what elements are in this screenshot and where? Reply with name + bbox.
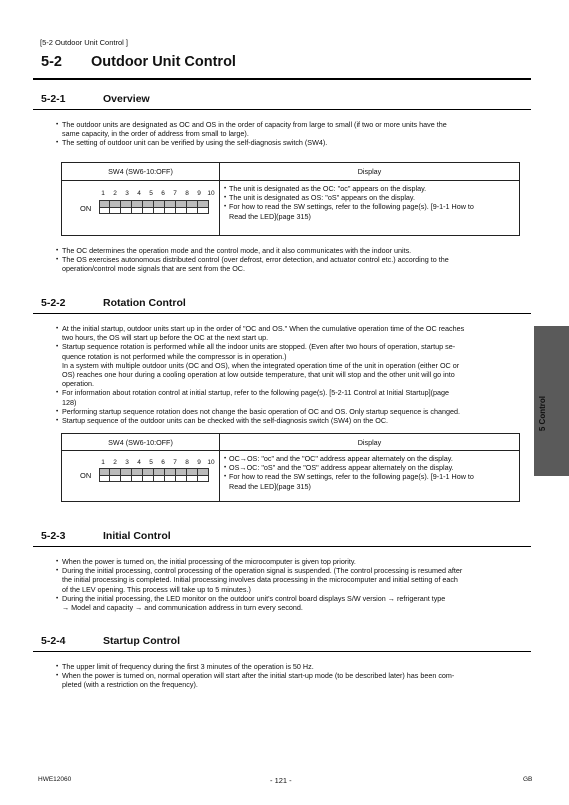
section-number: 5-2-1 [41,93,66,105]
dip-switch [198,468,209,482]
side-tab-text: 5 Control [538,396,547,432]
list-item-continuation: two hours, the OS will start up before the OC at the next start up. [62,333,269,343]
list-item: • The OC determines the operation mode and the control mode, and it also communicates with the indoor units. [56,246,534,255]
list-item: • For information about rotation control at initial startup, refer to the following page(s). [5-2-11 Control at Initial Startup](page [56,388,534,397]
dip-switch [143,468,154,482]
switch-number: 2 [113,459,117,466]
chapter-side-label [528,396,568,446]
list-item-continuation: OS) reaches one hour during a cooling operation at low outside temperature, that unit will stop and the other unit will go into [62,370,455,380]
display-item: • The unit is designated as the OC: "oc" appears on the display. [224,184,515,193]
switch-number: 1 [101,190,105,197]
switch-number: 3 [125,459,129,466]
dip-switch [110,200,121,214]
display-item-continuation: Read the LED](page 315) [229,211,311,221]
switch-number: 10 [207,459,215,466]
dip-switch [176,468,187,482]
switch-number: 1 [101,459,105,466]
dip-switch [165,468,176,482]
display-item: • The unit is designated as OS: "oS" appears on the display. [224,193,515,202]
section-heading-initial [33,530,531,547]
switch-setting-cell [62,181,220,236]
table-header-switch: SW4 (SW6-10:OFF) [62,434,220,451]
list-item: • The OS exercises autonomous distributed control (over defrost, error detection, and actuator control etc.) according to the [56,255,534,264]
section-number: 5-2-4 [41,635,66,647]
dip-switch [154,468,165,482]
list-item: • Performing startup sequence rotation does not change the basic operation of OC and OS. Only startup sequence is changed. [56,407,534,416]
list-item: • When the power is turned on, normal operation will start after the initial start-up mode (to be described later) has been com- [56,671,534,680]
switch-number: 5 [149,190,153,197]
overview-after [56,246,534,274]
table-header-display: Display [220,434,520,451]
switch-number: 10 [207,190,215,197]
list-item-continuation: of the LEV opening. This process will take up to 5 minutes.) [62,584,251,594]
dip-switch [165,200,176,214]
list-item-continuation: 128) [62,397,77,407]
dip-switch [154,200,165,214]
section-heading-overview [33,93,531,110]
switch-number: 4 [137,459,141,466]
switch-numbers [97,459,217,466]
on-label: ON [80,471,92,480]
list-item-continuation: In a system with multiple outdoor units (OC and OS), when the integrated operation time of the unit in operation (either OC or [62,360,460,370]
list-item: • Startup sequence of the outdoor units can be checked with the self-diagnosis switch (SW4) on the OC. [56,416,534,425]
dip-switch [187,468,198,482]
startup-text [56,662,534,690]
dip-switch [198,200,209,214]
switch-number: 6 [161,459,165,466]
dip-switch [99,200,110,214]
display-item: • OS→OC: "oS" and the "OS" address appear alternately on the display. [224,463,515,472]
switch-setting-cell [62,451,220,502]
initial-text [56,557,534,612]
dip-switch [132,468,143,482]
breadcrumb: [5-2 Outdoor Unit Control ] [40,38,128,47]
dip-switch [121,468,132,482]
display-list [220,181,519,224]
display-cell [220,181,520,236]
list-item-continuation: same capacity, in the order of address from small to large). [62,129,249,139]
switch-number: 6 [161,190,165,197]
display-item: • For how to read the SW settings, refer to the following page(s). [9-1-1 How to [224,202,515,211]
section-heading-startup [33,635,531,652]
dip-switch [99,468,110,482]
display-cell [220,451,520,502]
dip-switch [176,200,187,214]
table-header-switch: SW4 (SW6-10:OFF) [62,163,220,181]
section-title: Initial Control [103,530,171,542]
display-item-continuation: Read the LED](page 315) [229,481,311,491]
section-number: 5-2-3 [41,530,66,542]
table-header-display: Display [220,163,520,181]
list-item: • When the power is turned on, the initial processing of the microcomputer is given top priority. [56,557,534,566]
overview-intro [56,120,534,148]
switch-number: 9 [197,190,201,197]
list-item-continuation: operation/control mode signals that are sent from the OC. [62,264,245,274]
footer-page-number: - 121 - [270,776,292,785]
list-item: • The setting of outdoor unit can be verified by using the self-diagnosis switch (SW4). [56,138,534,147]
dip-switch [121,200,132,214]
switch-numbers [97,190,217,197]
dip-switch [143,200,154,214]
switch-number: 9 [197,459,201,466]
section-title: Rotation Control [103,297,186,309]
section-number: 5-2-2 [41,297,66,309]
list-item: • During the initial processing, the LED monitor on the outdoor unit's control board displays S/W version → refrigerant type [56,594,534,603]
dip-switch-diagram [99,468,209,482]
list-item-continuation: → Model and capacity → and communication address in turn every second. [62,603,303,613]
list-item-continuation: operation. [62,379,94,389]
list-item: • The upper limit of frequency during the first 3 minutes of the operation is 50 Hz. [56,662,534,671]
switch-number: 7 [173,459,177,466]
switch-number: 2 [113,190,117,197]
dip-switch [187,200,198,214]
section-heading-rotation [33,297,531,314]
rotation-switch-table [61,433,520,502]
chapter-title [33,54,531,80]
display-list [220,451,519,494]
switch-number: 8 [185,190,189,197]
switch-number: 3 [125,190,129,197]
list-item: • The outdoor units are designated as OC and OS in the order of capacity from large to small (if two or more units have the [56,120,534,129]
list-item-continuation: quence rotation is not performed while the compressor is in operation.) [62,351,287,361]
list-item-continuation: pleted (with a restriction on the frequency). [62,680,198,690]
section-title: Overview [103,93,150,105]
switch-number: 8 [185,459,189,466]
overview-switch-table [61,162,520,236]
dip-switch [110,468,121,482]
display-item: • For how to read the SW settings, refer to the following page(s). [9-1-1 How to [224,472,515,481]
list-item-continuation: the initial processing is completed. Initial processing involves data processing in the microcomputer and initial setting of each [62,575,458,585]
chapter-title-text: Outdoor Unit Control [91,54,236,70]
switch-number: 4 [137,190,141,197]
footer-doc-code: HWE12060 [38,776,72,783]
dip-switch-diagram [99,200,209,214]
list-item: • During the initial processing, control processing of the operation signal is suspended. (The control processing is resumed after [56,566,534,575]
display-item: • OC→OS: "oc" and the "OC" address appear alternately on the display. [224,454,515,463]
dip-switch [132,200,143,214]
list-item: • At the initial startup, outdoor units start up in the order of "OC and OS." When the cumulative operation time of the OC reaches [56,324,534,333]
rotation-text [56,324,534,425]
footer-region: GB [523,776,533,783]
on-label: ON [80,204,92,213]
list-item: • Startup sequence rotation is performed while all the indoor units are stopped. (Even after two hours of operation, startup se- [56,342,534,351]
section-title: Startup Control [103,635,180,647]
switch-number: 7 [173,190,177,197]
switch-number: 5 [149,459,153,466]
chapter-number: 5-2 [41,54,62,70]
